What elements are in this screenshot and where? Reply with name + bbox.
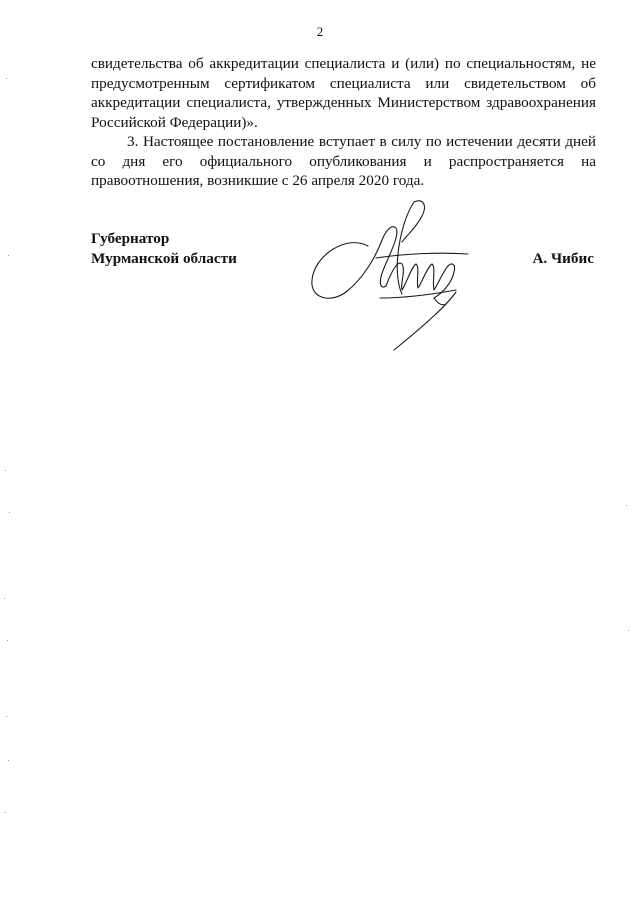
handwritten-signature-icon [306, 194, 486, 354]
signer-title-line-2: Мурманской области [91, 249, 237, 267]
signature-block [91, 229, 596, 359]
paragraph-continuation: свидетельства об аккредитации специалиста и (или) по специальностям, не предусмотренным сертификатом специалиста или свидетельством об аккредитации специалиста, утвержденных Министерством здравоохранения Российской Федерации)». [91, 55, 596, 131]
paragraph-clause-3: 3. Настоящее постановление вступает в силу по истечении десяти дней со дня его официального опубликования и распространяется на правоотношения, возникшие с 26 апреля 2020 года. [91, 133, 596, 189]
signer-name: А. Чибис [532, 249, 594, 267]
signer-title-line-1: Губернатор [91, 230, 170, 247]
signer-title [91, 229, 237, 268]
page-number: 2 [316, 24, 324, 39]
document-body [91, 54, 596, 191]
